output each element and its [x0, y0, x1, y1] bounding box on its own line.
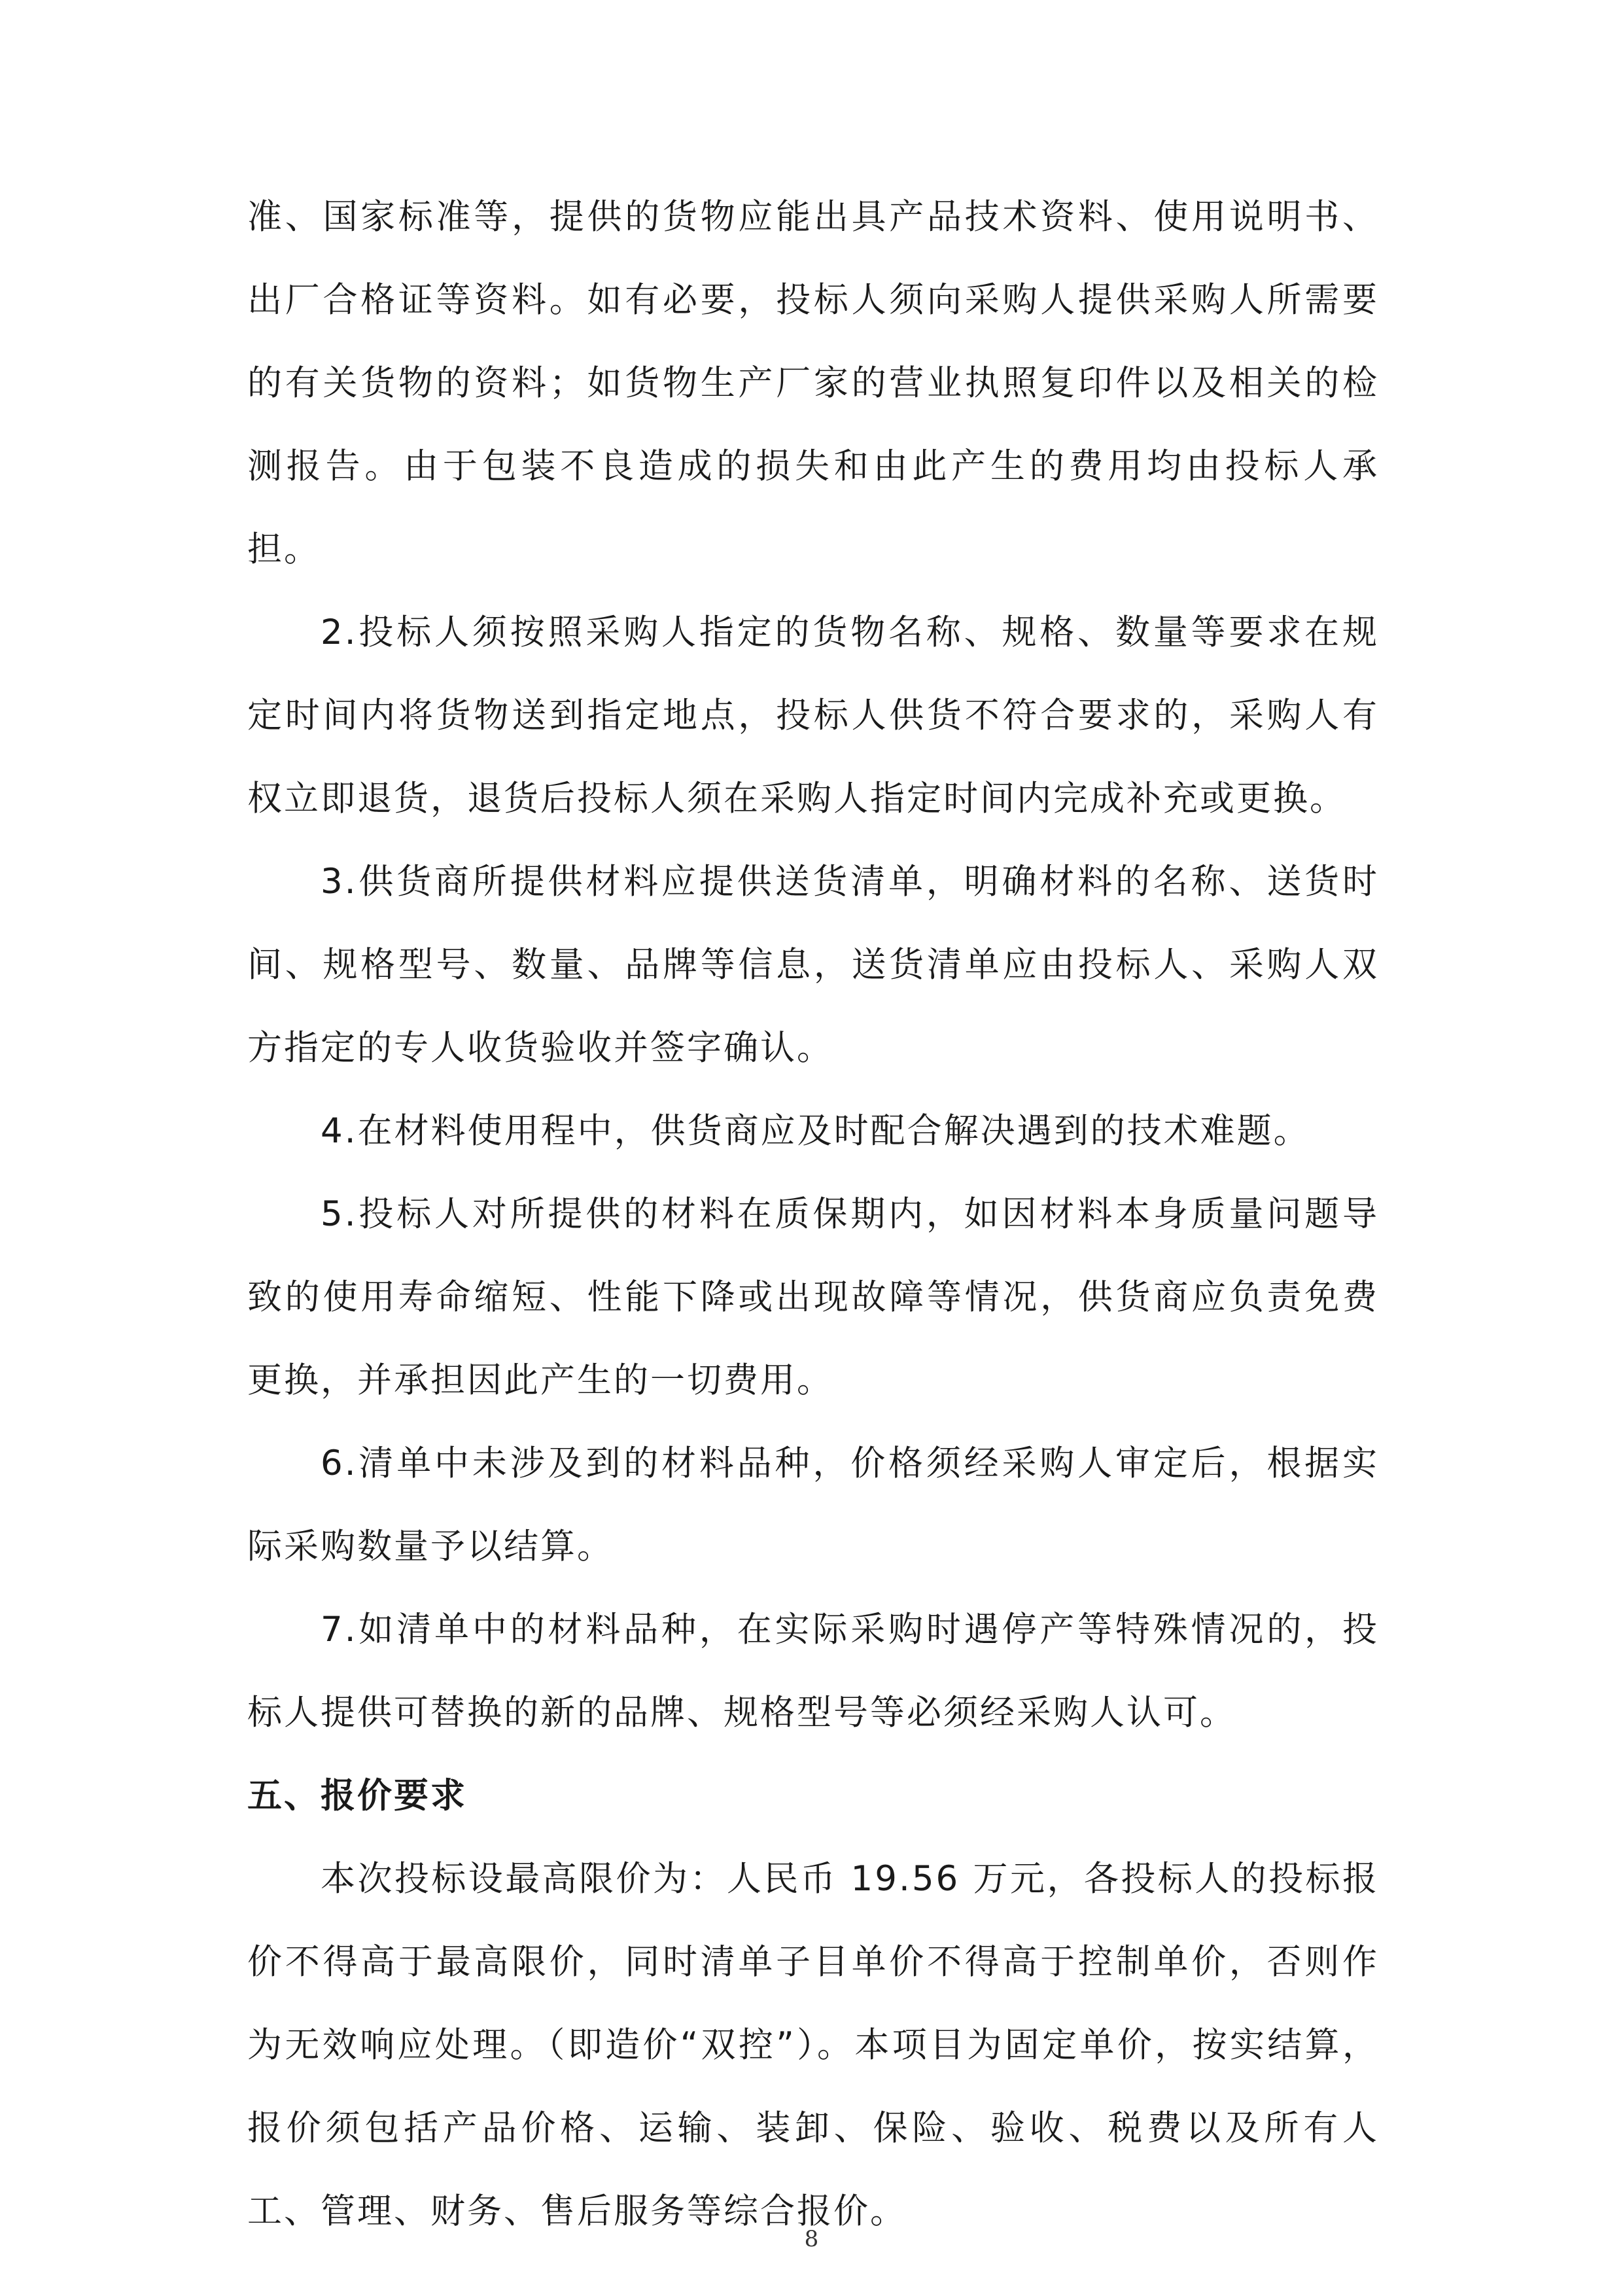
document-body [247, 175, 1379, 2253]
paragraph-item-4: 4.在材料使用程中，供货商应及时配合解决遇到的技术难题。 [321, 1111, 1310, 1151]
paragraph-item-2: 2.投标人须按照采购人指定的货物名称、规格、数量等要求在规定时间内将货物送到指定地点，投标人供货不符合要求的，采购人有权立即退货，退货后投标人须在采购人指定时间内完成补充或更换。 [247, 612, 1379, 819]
paragraph-continuation: 准、国家标准等，提供的货物应能出具产品技术资料、使用说明书、出厂合格证等资料。如有必要，投标人须向采购人提供采购人所需要的有关货物的资料；如货物生产厂家的营业执照复印件以及相关的检测报告。由于包装不良造成的损失和由此产生的费用均由投标人承担。 [247, 197, 1379, 569]
section-paragraph: 本次投标设最高限价为：人民币 19.56 万元，各投标人的投标报价不得高于最高限价，同时清单子目单价不得高于控制单价，否则作为无效响应处理。（即造价“双控”）。本项目为固定单价，按实结算，报价须包括产品价格、运输、装卸、保险、验收、税费以及所有人工、管理、财务、售后服务等综合报价。 [247, 1859, 1379, 2231]
section-heading: 五、报价要求 [247, 1776, 467, 1816]
page-number: 8 [804, 2226, 819, 2252]
paragraph-item-3: 3.供货商所提供材料应提供送货清单，明确材料的名称、送货时间、规格型号、数量、品牌等信息，送货清单应由投标人、采购人双方指定的专人收货验收并签字确认。 [247, 862, 1379, 1068]
paragraph-item-5: 5.投标人对所提供的材料在质保期内，如因材料本身质量问题导致的使用寿命缩短、性能下降或出现故障等情况，供货商应负责免费更换，并承担因此产生的一切费用。 [247, 1194, 1379, 1400]
paragraph-item-6: 6.清单中未涉及到的材料品种，价格须经采购人审定后，根据实际采购数量予以结算。 [247, 1443, 1379, 1566]
paragraph-item-7: 7.如清单中的材料品种，在实际采购时遇停产等特殊情况的，投标人提供可替换的新的品牌、规格型号等必须经采购人认可。 [247, 1610, 1379, 1733]
